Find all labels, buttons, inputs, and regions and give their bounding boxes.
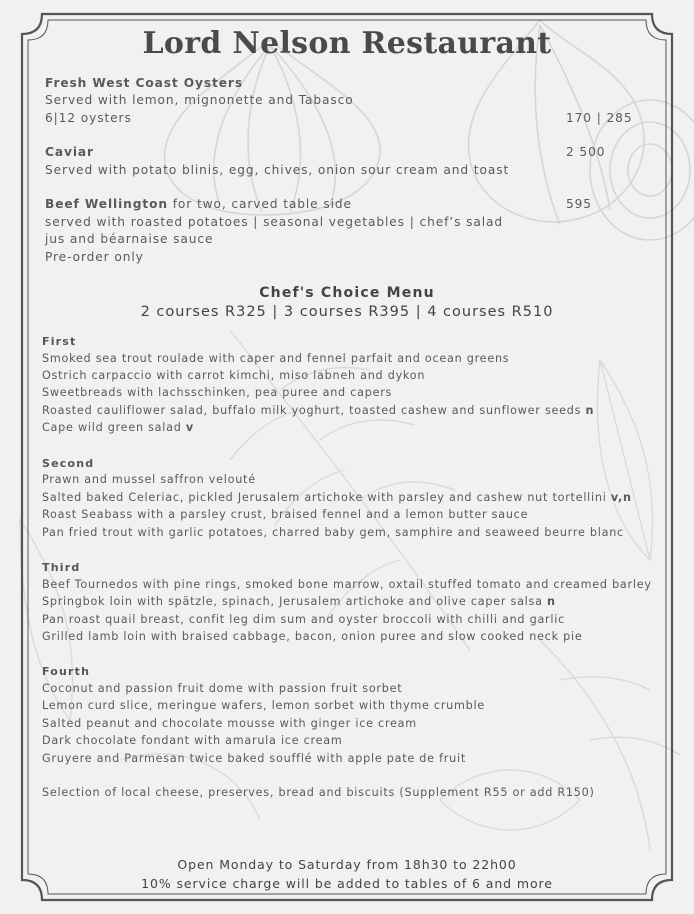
list-item: Pan roast quail breast, confit leg dim sum and oyster broccoli with chilli and garlic bbox=[42, 613, 566, 626]
list-item: Lemon curd slice, meringue wafers, lemon sorbet with thyme crumble bbox=[42, 699, 486, 712]
item-oysters-desc: Served with lemon, mignonette and Tabasco bbox=[45, 93, 354, 107]
service-charge-note: 10% service charge will be added to tables of 6 and more bbox=[141, 876, 553, 891]
item-wellington-price: 595 bbox=[566, 197, 592, 211]
chefs-choice-title: Chef's Choice Menu bbox=[259, 285, 435, 301]
list-item: Prawn and mussel saffron velouté bbox=[42, 473, 256, 486]
item-wellington-heading bbox=[45, 197, 352, 212]
list-item: Beef Tournedos with pine rings, smoked bone marrow, oxtail stuffed tomato and creamed barley bbox=[42, 578, 652, 591]
list-item: Roast Seabass with a parsley crust, braised fennel and a lemon butter sauce bbox=[42, 508, 529, 521]
section-fourth-heading: Fourth bbox=[42, 665, 91, 678]
restaurant-title: Lord Nelson Restaurant bbox=[142, 26, 552, 61]
section-first-heading: First bbox=[42, 335, 77, 348]
item-wellington-desc-2: jus and béarnaise sauce bbox=[45, 232, 214, 246]
list-item: Gruyere and Parmesan twice baked soufflé with apple pate de fruit bbox=[42, 752, 466, 765]
list-item: Salted baked Celeriac, pickled Jerusalem artichoke with parsley and cashew nut tortellini v,n bbox=[42, 491, 632, 504]
item-wellington-desc-1: served with roasted potatoes | seasonal vegetables | chef’s salad bbox=[45, 215, 504, 229]
item-caviar-desc: Served with potato blinis, egg, chives, onion sour cream and toast bbox=[45, 163, 510, 177]
item-oysters-name: Fresh West Coast Oysters bbox=[45, 76, 243, 90]
list-item: Grilled lamb loin with braised cabbage, bacon, onion puree and slow cooked neck pie bbox=[42, 630, 583, 643]
item-caviar-name: Caviar bbox=[45, 145, 94, 159]
list-item: Ostrich carpaccio with carrot kimchi, miso labneh and dykon bbox=[42, 369, 426, 382]
item-wellington-name: Beef Wellington bbox=[45, 197, 168, 211]
item-wellington-desc-3: Pre-order only bbox=[45, 250, 144, 264]
item-caviar-price: 2 500 bbox=[566, 145, 606, 159]
section-second-heading: Second bbox=[42, 457, 95, 470]
item-oysters-sizes: 6|12 oysters bbox=[45, 111, 132, 125]
chefs-choice-prices: 2 courses R325 | 3 courses R395 | 4 courses R510 bbox=[140, 304, 554, 320]
list-item: Springbok loin with spätzle, spinach, Jerusalem artichoke and olive caper salsa n bbox=[42, 595, 556, 608]
item-oysters-price: 170 | 285 bbox=[566, 111, 633, 125]
list-item: Coconut and passion fruit dome with passion fruit sorbet bbox=[42, 682, 403, 695]
opening-hours: Open Monday to Saturday from 18h30 to 22h00 bbox=[177, 857, 517, 872]
list-item: Cape wild green salad v bbox=[42, 421, 194, 434]
list-item: Dark chocolate fondant with amarula ice cream bbox=[42, 734, 343, 747]
section-third-heading: Third bbox=[42, 561, 81, 574]
list-item: Salted peanut and chocolate mousse with ginger ice cream bbox=[42, 717, 417, 730]
list-item: Smoked sea trout roulade with caper and fennel parfait and ocean greens bbox=[42, 352, 510, 365]
list-item: Pan fried trout with garlic potatoes, charred baby gem, samphire and seaweed beurre blanc bbox=[42, 526, 624, 539]
list-item: Roasted cauliflower salad, buffalo milk yoghurt, toasted cashew and sunflower seeds n bbox=[42, 404, 595, 417]
list-item: Sweetbreads with lachsschinken, pea puree and capers bbox=[42, 386, 393, 399]
item-wellington-note: for two, carved table side bbox=[167, 197, 352, 211]
cheese-note: Selection of local cheese, preserves, bread and biscuits (Supplement R55 or add R150) bbox=[42, 786, 595, 799]
